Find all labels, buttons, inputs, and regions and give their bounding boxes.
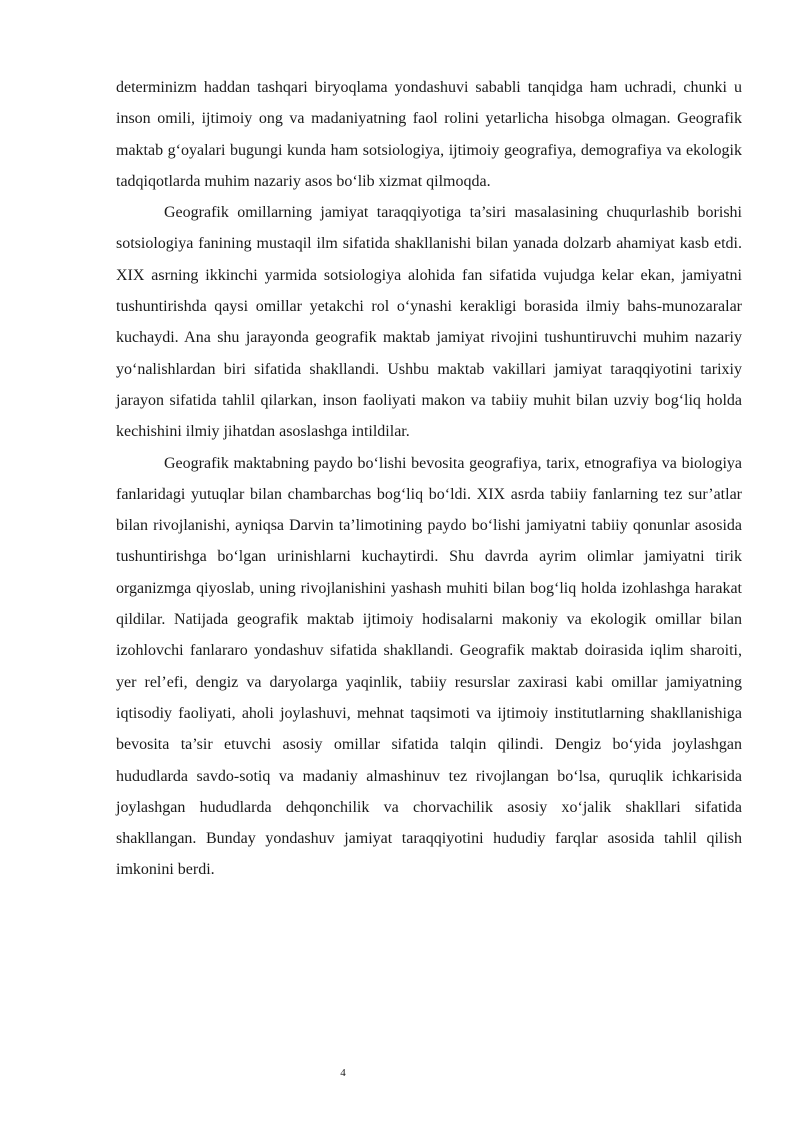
body-text	[116, 72, 742, 886]
paragraph: Geografik maktabning paydo bo‘lishi bevosita geografiya, tarix, etnografiya va biologiya fanlaridagi yutuqlar bilan chambarchas bog‘liq bo‘ldi. XIX asrda tabiiy fanlarning tez sur’atlar bilan rivojlanishi, ayniqsa Darvin ta’limotining paydo bo‘lishi jamiyatni tabiiy qonunlar asosida tushuntirishga bo‘lgan urinishlarni kuchaytirdi. Shu davrda ayrim olimlar jamiyatni tirik organizmga qiyoslab, uning rivojlanishini yashash muhiti bilan bog‘liq holda izohlashga harakat qildilar. Natijada geografik maktab ijtimoiy hodisalarni makoniy va ekologik omillar bilan izohlovchi fanlararo yondashuv sifatida shakllandi. Geografik maktab doirasida iqlim sharoiti, yer rel’efi, dengiz va daryolarga yaqinlik, tabiiy resurslar zaxirasi kabi omillar jamiyatning iqtisodiy faoliyati, aholi joylashuvi, mehnat taqsimoti va ijtimoiy institutlarning shakllanishiga bevosita ta’sir etuvchi asosiy omillar sifatida talqin qilindi. Dengiz bo‘yida joylashgan hududlarda savdo-sotiq va madaniy almashinuv tez rivojlangan bo‘lsa, quruqlik ichkarisida joylashgan hududlarda dehqonchilik va chorvachilik asosiy xo‘jalik shakllari sifatida shakllangan. Bunday yondashuv jamiyat taraqqiyotini hududiy farqlar asosida tahlil qilish imkonini berdi.	[116, 454, 742, 879]
paragraph: Geografik omillarning jamiyat taraqqiyotiga ta’siri masalasining chuqurlashib borishi sotsiologiya fanining mustaqil ilm sifatida shakllanishi bilan yanada dolzarb ahamiyat kasb etdi. XIX asrning ikkinchi yarmida sotsiologiya alohida fan sifatida vujudga kelar ekan, jamiyatni tushuntirishda qaysi omillar yetakchi rol o‘ynashi kerakligi borasida ilmiy bahs-munozaralar kuchaydi. Ana shu jarayonda geografik maktab jamiyat rivojini tushuntiruvchi muhim nazariy yo‘nalishlardan biri sifatida shakllandi. Ushbu maktab vakillari jamiyat taraqqiyotini tarixiy jarayon sifatida tahlil qilarkan, inson faoliyati makon va tabiiy muhit bilan uzviy bog‘liq holda kechishini ilmiy jihatdan asoslashga intildilar.	[116, 204, 742, 441]
page-number: 4	[340, 1067, 346, 1079]
paragraph-continuation: determinizm haddan tashqari biryoqlama yondashuvi sababli tanqidga ham uchradi, chunki u inson omili, ijtimoiy ong va madaniyatning faol rolini yetarlicha hisobga olmagan. Geografik maktab g‘oyalari bugungi kunda ham sotsiologiya, ijtimoiy geografiya, demografiya va ekologik tadqiqotlarda muhim nazariy asos bo‘lib xizmat qilmoqda.	[116, 79, 742, 190]
